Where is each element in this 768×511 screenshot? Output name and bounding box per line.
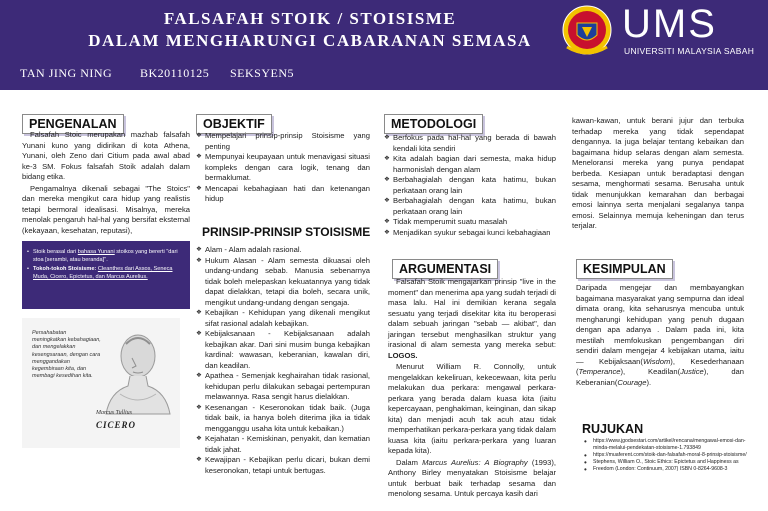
cicero-quote: Persahabatan meningkatkan kebahagiaan, dan mengelakkan kesengsaraan, dengan cara menggandakan kegembiraan kita, dan membagi kesedihan kita.	[32, 330, 101, 380]
metodologi-item: ❖ Berbahagialah dengan kata hatimu, bukan perkataan orang lain	[384, 175, 556, 196]
pengenalan-heading: PENGENALAN	[22, 114, 124, 134]
rujukan-item: • Stephens, William O., Stoic Ethics: Epictetus and Happiness as	[584, 459, 748, 466]
title-line-2: DALAM MENGHARUNGI CABARANAN SEMASA	[88, 31, 532, 50]
objektif-item: ❖ Mempelajari prinsip-prinsip Stoisisme yang penting	[196, 131, 370, 152]
logo-subtext: UNIVERSITI MALAYSIA SABAH	[624, 46, 755, 56]
info-figures: • Tokoh-tokoh Stoisisme: Cleanthes dari Assos, Seneca Muda, Cicero, Epictetus, dan Marcus Aurelius.	[26, 266, 184, 281]
metodologi-item: ❖ Berfokus pada hal-hal yang berada di bawah kendali kita sendiri	[384, 133, 556, 154]
title-line-1: FALSAFAH STOIK / STOISISME	[163, 9, 457, 28]
metodologi-list	[384, 133, 556, 238]
cicero-bust-image	[100, 326, 176, 416]
yunani-link[interactable]: bahasa Yunani	[77, 249, 115, 255]
info-origin: • Stoik berasal dari bahasa Yunani stoikos yang bererti "dari stoa [serambi, atau beranda]".	[26, 249, 184, 264]
figures-links[interactable]: Cleanthes dari Assos, Seneca Muda, Cicero, Epictetus, dan Marcus Aurelius.	[33, 266, 173, 280]
objektif-item: ❖ Mempunyai keupayaan untuk menavigasi situasi kompleks dengan cara logik, tenang dan bermaklumat.	[196, 152, 370, 184]
argumentasi-continued	[572, 116, 744, 233]
cicero-signature: Marcus Tullius	[96, 410, 132, 416]
crest-icon	[562, 3, 612, 58]
objektif-heading: OBJEKTIF	[196, 114, 272, 134]
kesimpulan-heading: KESIMPULAN	[576, 259, 673, 279]
prinsip-heading: PRINSIP-PRINSIP STOISISME	[196, 223, 376, 241]
metodologi-item: ❖ Berbahagialah dengan kata hatimu, bukan perkataan orang lain	[384, 196, 556, 217]
rujukan-heading: RUJUKAN	[576, 420, 649, 438]
author-name: TAN JING NING	[20, 66, 113, 80]
argumentasi-para-2: Menurut William R. Connolly, untuk mengelakkan kekeliruan, kekecewaan, kita perlu melakukan dua perkara: mengawal perkara-perkara yang berada dalam kuasa kita (iaitu kepercayaan, penghakiman, keinginan, dan sikap kita) dan menjadi acuh tak acuh atau tidak memperhatikan perkara-perkara yang tidak dalam kuasa kita (iaitu perkara-perkara yang luaran kepada kita).	[388, 362, 556, 455]
argumentasi-heading: ARGUMENTASI	[392, 259, 498, 279]
logo-text: UMS	[622, 2, 717, 46]
section-label: SEKSYEN5	[230, 66, 295, 80]
cicero-name: CICERO	[96, 420, 137, 430]
cicero-quote-card	[22, 318, 180, 448]
metodologi-heading: METODOLOGI	[384, 114, 483, 134]
pengenalan-text	[22, 130, 190, 237]
argumentasi-text	[388, 277, 556, 501]
university-logo	[552, 0, 768, 64]
prinsip-item: ❖ Hukum Alasan - Alam semesta dikuasai oleh undang-undang sebab. Manusia sebenarnya tidak boleh melepaskan kekuatannya yang tidak dapat dielakkan, tetapi dia boleh, secara unik, mengikut undang-undang dengan sengaja.	[196, 256, 370, 309]
objektif-item: ❖ Mencapai kebahagiaan hati dan ketenangan hidup	[196, 184, 370, 205]
rujukan-link[interactable]: • https://www.jgodsestari.com/artikel/rencana/mengawal-emosi-dan-minda-melalui-pendekatan-stoisisme-1.793849	[584, 438, 748, 452]
metodologi-item: ❖ Kita adalah bagian dari semesta, maka hidup harmonislah dengan alam	[384, 154, 556, 175]
argumentasi-para-1: Falsafah Stoik mengajarkan prinsip "live in the moment" dan menerima apa yang sudah terjadi di masa lalu. Hal ini demikian kerana segala sesuatu yang terjadi disekitar kita itu beroperasi dalam sebuah jaringan "sebab — akibat", dan jaringan tersebut menghasilkan struktur yang irasional di alam semesta yang mereka sebut: LOGOS.	[388, 277, 556, 360]
argumentasi-para-3: Dalam Marcus Aurelius: A Biography (1993), Anthony Birley menyatakan Stoisisme belajar untuk berbuat baik terhadap sesama dan menolong sesama. Untuk percaya kasih dari	[388, 457, 556, 498]
metodologi-item: ❖ Menjadikan syukur sebagai kunci kebahagiaan	[384, 228, 556, 239]
argumentasi-continued-para: kawan-kawan, untuk berani jujur dan terbuka terhadap mereka yang tidak sependapat dengannya. Ia juga belajar tentang kebaikan dan bagaimana hidup selaras dengan alam semesta. Meneloransi mereka yang punya pendapat berbeda. Kesiapan untuk beradaptasi dengan sesama, menghormati sesama. Berusaha untuk tidak menunjukkan kemarahan dan berbagai emosi lainnya serta menjalani segalanya tanpa emosi. Selainnya memuja keheningan dan terus terjalar.	[572, 116, 744, 230]
prinsip-item: ❖ Kejahatan - Kemiskinan, penyakit, dan kematian tidak jahat.	[196, 434, 370, 455]
prinsip-item: ❖ Kebajikan - Kehidupan yang dikenali mengikut sifat rasional adalah kebajikan.	[196, 308, 370, 329]
kesimpulan-text	[576, 283, 744, 389]
kesimpulan-para: Daripada mengejar dan membayangkan bagaimana masyarakat yang sempurna dan ideal dimata orang, kita seharusnya mencuba untuk mengharungi kehidupan yang penuh dugaan dengan apa adanya . Dalam pada ini, kita mestilah memfokuskan pengembangan diri sendiri dalam mengejar 4 kebijakan utama, iaitu — Kebijaksaan(Wisdom), Kesederhanaan (Temperance), Keadilan(Justice), dan Keberanian(Courage).	[576, 283, 744, 387]
poster-title	[60, 8, 560, 52]
prinsip-list	[196, 245, 370, 476]
matric-number: BK20110125	[140, 66, 210, 80]
prinsip-item: ❖ Apathea - Semenjak keghairahan tidak rasional, kehidupan perlu dilakukan sebagai pertempuran melawannya. Rasa sengit harus dielakkan.	[196, 371, 370, 403]
poster-header	[0, 0, 768, 90]
stoik-info-box	[22, 241, 190, 309]
pengenalan-para-2: Pengamalnya dikenali sebagai "The Stoics" dan mereka mengikut cara hidup yang realistis tetapi bermoral idealisasi. Misalnya, mereka menolak pengaruh hal-hal yang bersifat eksternal (kekayaan, kesehatan, reputasi),	[22, 183, 190, 235]
metodologi-item: ❖ Tidak memperumit suatu masalah	[384, 217, 556, 228]
rujukan-link[interactable]: • https://muaferent.com/stoik-dan-falsafah-moral-8-prinsip-stoisisme/	[584, 452, 748, 459]
prinsip-item: ❖ Kebijaksanaan - Kebijaksanaan adalah kebajikan akar. Dari sini musim bunga kebajikan kardinal: wawasan, keberanian, kawalan diri, dan keadilan.	[196, 329, 370, 371]
prinsip-item: ❖ Alam - Alam adalah rasional.	[196, 245, 370, 256]
prinsip-item: ❖ Kesenangan - Keseronokan tidak baik. (Juga tidak baik, ia hanya boleh diterima jika ia tidak mengganggu usaha kita untuk kebaikan.)	[196, 403, 370, 435]
rujukan-item: • Freedom (London: Continuum, 2007) ISBN 0-8264-9608-3	[584, 466, 748, 473]
rujukan-list	[584, 438, 748, 473]
objektif-list	[196, 131, 370, 205]
prinsip-item: ❖ Kewajipan - Kebajikan perlu dicari, bukan demi keseronokan, tetapi untuk bertugas.	[196, 455, 370, 476]
pengenalan-para-1: Falsafah Stoic merupakan mazhab falsafah Yunani kuno yang didirikan di kota Athena, Yunani, oleh Zeno dari Citium pada awal abad ke-3 SM. Fokus falsafah Stoik adalah dalam bidang etika.	[22, 130, 190, 181]
